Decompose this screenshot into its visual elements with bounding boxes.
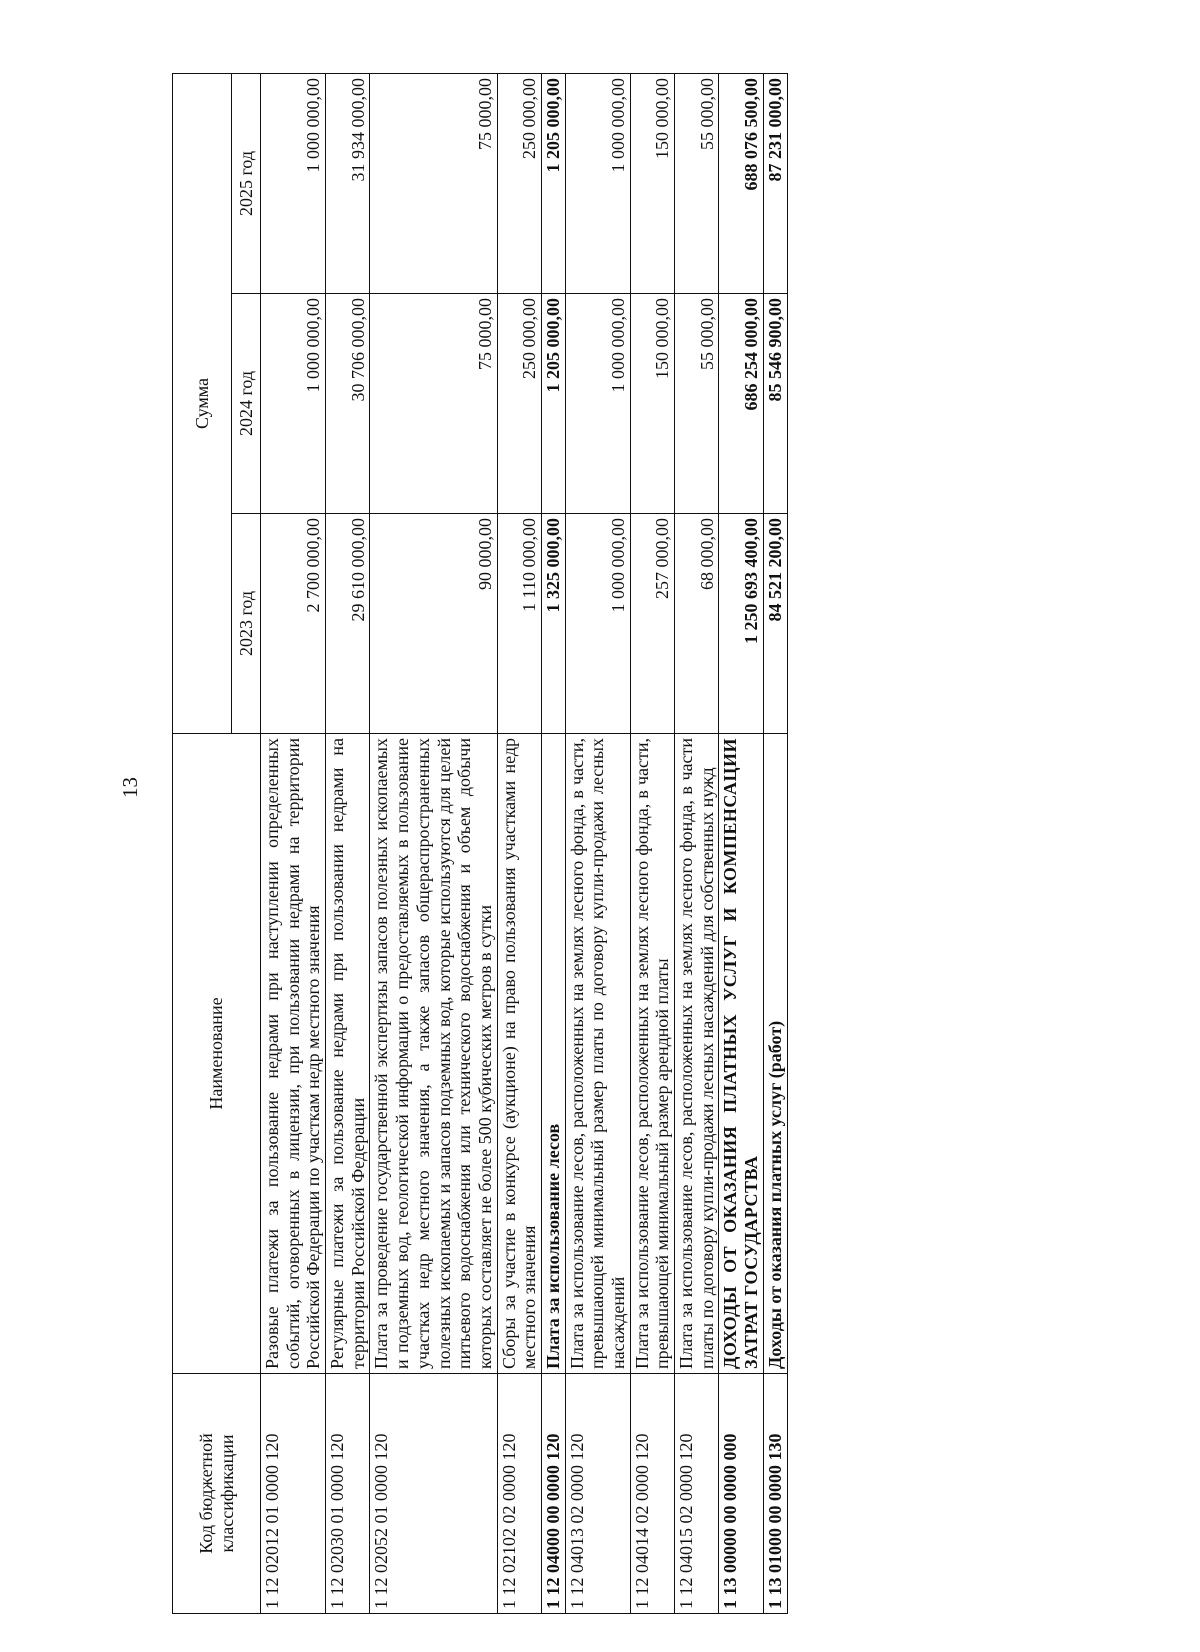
row-code: 1 13 00000 00 0000 000 <box>719 1374 763 1614</box>
row-sum-2024: 1 000 000,00 <box>261 294 326 514</box>
row-code: 1 12 02030 01 0000 120 <box>326 1374 370 1614</box>
row-sum-2023: 1 110 000,00 <box>497 514 541 734</box>
row-name: Плата за использование лесов, расположенных на землях лесного фонда, в части, превышающей минимальный размер платы по договору купли-продажи лесных насаждений <box>565 734 630 1374</box>
row-name: Регулярные платежи за пользование недрами при пользовании недрами на территории Российской Федерации <box>326 734 370 1374</box>
row-code: 1 12 02052 01 0000 120 <box>370 1374 497 1614</box>
row-sum-2025: 31 934 000,00 <box>326 73 370 293</box>
row-sum-2023: 257 000,00 <box>630 514 674 734</box>
table-row <box>326 73 370 1613</box>
row-name: Разовые платежи за пользование недрами при наступлении определенных событий, оговоренных в лицензии, при пользовании недрами на территории Российской Федерации по участкам недр местного значения <box>261 734 326 1374</box>
row-sum-2025: 1 000 000,00 <box>261 73 326 293</box>
row-sum-2023: 1 325 000,00 <box>541 514 565 734</box>
header-year-2024: 2024 год <box>232 294 261 514</box>
header-name: Наименование <box>173 734 261 1374</box>
table-row <box>565 73 630 1613</box>
row-sum-2024: 85 546 900,00 <box>763 294 787 514</box>
row-sum-2024: 75 000,00 <box>370 294 497 514</box>
row-sum-2025: 55 000,00 <box>675 73 719 293</box>
budget-table <box>172 73 788 1614</box>
row-code: 1 12 04000 00 0000 120 <box>541 1374 565 1614</box>
rotated-sheet <box>172 74 1062 1614</box>
row-sum-2025: 688 076 500,00 <box>719 73 763 293</box>
row-name: Доходы от оказания платных услуг (работ) <box>763 734 787 1374</box>
row-sum-2023: 1 000 000,00 <box>565 514 630 734</box>
row-name: Плата за использование лесов, расположенных на землях лесного фонда, в части платы по договору купли-продажи лесных насаждений для собственных нужд <box>675 734 719 1374</box>
table-row <box>630 73 674 1613</box>
header-year-2025: 2025 год <box>232 73 261 293</box>
row-sum-2023: 84 521 200,00 <box>763 514 787 734</box>
row-name: Плата за использование лесов, расположенных на землях лесного фонда, в части, превышающей минимальный размер арендной платы <box>630 734 674 1374</box>
row-sum-2024: 686 254 000,00 <box>719 294 763 514</box>
row-sum-2023: 29 610 000,00 <box>326 514 370 734</box>
header-code: Код бюджетной классификации <box>173 1374 261 1614</box>
row-sum-2024: 150 000,00 <box>630 294 674 514</box>
row-code: 1 12 04013 02 0000 120 <box>565 1374 630 1614</box>
row-sum-2025: 1 000 000,00 <box>565 73 630 293</box>
row-code: 1 12 02012 01 0000 120 <box>261 1374 326 1614</box>
row-code: 1 12 04014 02 0000 120 <box>630 1374 674 1614</box>
row-sum-2023: 68 000,00 <box>675 514 719 734</box>
row-sum-2024: 1 000 000,00 <box>565 294 630 514</box>
row-name: Плата за использование лесов <box>541 734 565 1374</box>
page-number: 13 <box>118 777 142 798</box>
table-row <box>497 73 541 1613</box>
row-sum-2025: 250 000,00 <box>497 73 541 293</box>
row-sum-2024: 55 000,00 <box>675 294 719 514</box>
table-row <box>541 73 565 1613</box>
row-sum-2024: 30 706 000,00 <box>326 294 370 514</box>
row-code: 1 12 02102 02 0000 120 <box>497 1374 541 1614</box>
header-row <box>173 73 232 1613</box>
row-code: 1 12 04015 02 0000 120 <box>675 1374 719 1614</box>
row-sum-2025: 150 000,00 <box>630 73 674 293</box>
row-sum-2023: 2 700 000,00 <box>261 514 326 734</box>
table-row <box>675 73 719 1613</box>
row-sum-2025: 87 231 000,00 <box>763 73 787 293</box>
table-row <box>370 73 497 1613</box>
row-name: Сборы за участие в конкурсе (аукционе) на право пользования участками недр местного значения <box>497 734 541 1374</box>
row-name: Плата за проведение государственной экспертизы запасов полезных ископаемых и подземных вод, геологической информации о предоставляемых в пользование участках недр местного значения, а также запасов общераспространенных полезных ископаемых и запасов подземных вод, которые используются для целей питьевого водоснабжения или технического водоснабжения и объем добычи которых составляет не более 500 кубических метров в сутки <box>370 734 497 1374</box>
row-sum-2025: 1 205 000,00 <box>541 73 565 293</box>
row-sum-2024: 250 000,00 <box>497 294 541 514</box>
row-sum-2023: 90 000,00 <box>370 514 497 734</box>
row-name: ДОХОДЫ ОТ ОКАЗАНИЯ ПЛАТНЫХ УСЛУГ И КОМПЕНСАЦИИ ЗАТРАТ ГОСУДАРСТВА <box>719 734 763 1374</box>
header-year-2023: 2023 год <box>232 514 261 734</box>
header-sum: Сумма <box>173 73 232 733</box>
table-row <box>763 73 787 1613</box>
row-code: 1 13 01000 00 0000 130 <box>763 1374 787 1614</box>
row-sum-2025: 75 000,00 <box>370 73 497 293</box>
row-sum-2024: 1 205 000,00 <box>541 294 565 514</box>
table-row <box>719 73 763 1613</box>
table-row <box>261 73 326 1613</box>
row-sum-2023: 1 250 693 400,00 <box>719 514 763 734</box>
